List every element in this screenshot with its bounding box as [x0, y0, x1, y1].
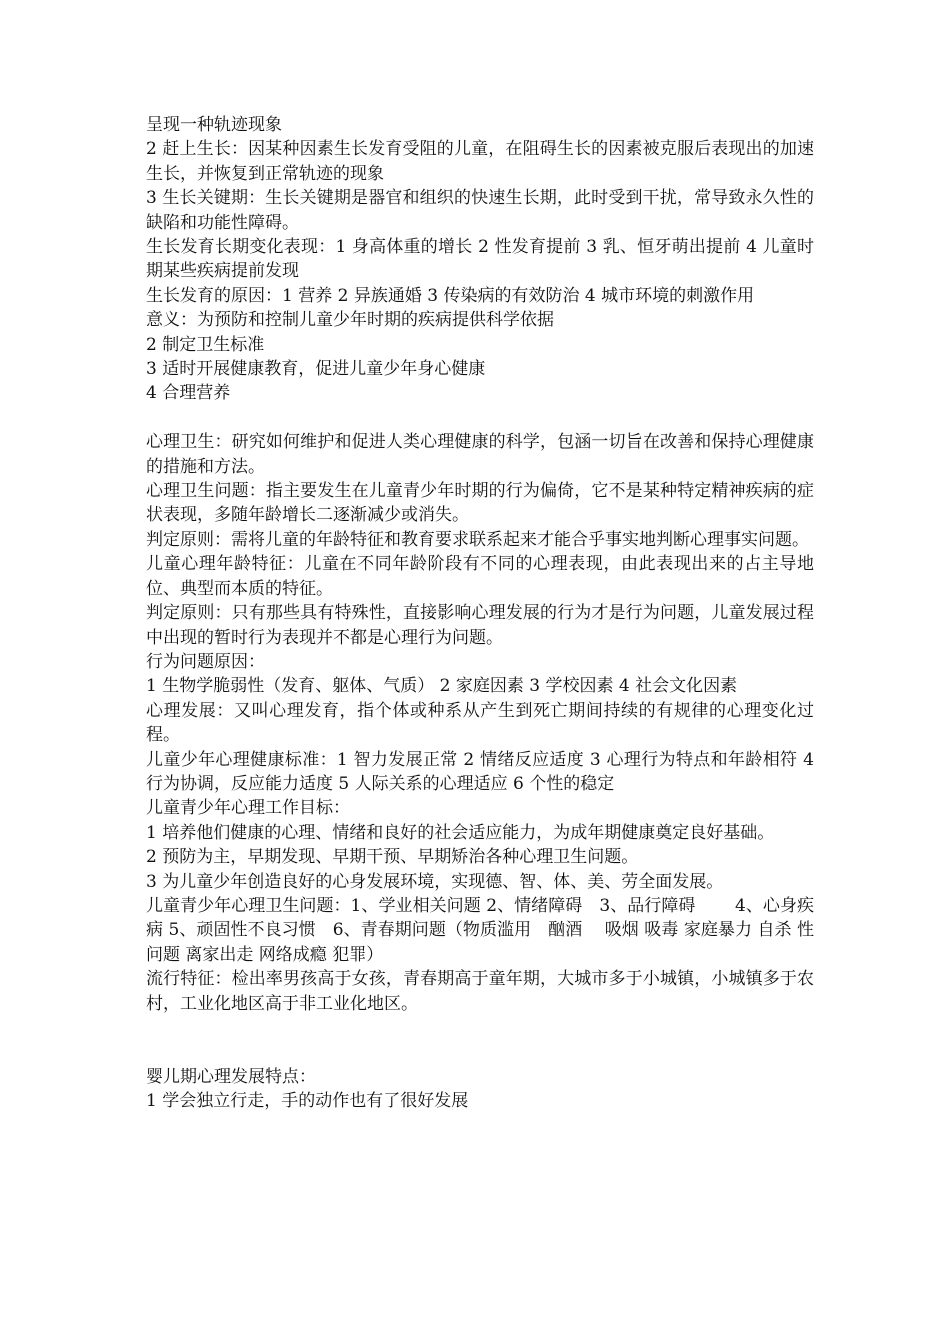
- paragraph: 2 赶上生长：因某种因素生长发育受阻的儿童，在阻碍生长的因素被克服后表现出的加速生长，并恢复到正常轨迹的现象: [146, 139, 814, 184]
- paragraph: 意义：为预防和控制儿童少年时期的疾病提供科学依据: [146, 310, 554, 331]
- paragraph: 判定原则：只有那些具有特殊性，直接影响心理发展的行为才是行为问题，儿童发展过程中出现的暂时行为表现并不都是心理行为问题。: [146, 603, 814, 648]
- paragraph: 心理卫生：研究如何维护和促进人类心理健康的科学，包涵一切旨在改善和保持心理健康的措施和方法。: [146, 432, 814, 477]
- blank-line: [146, 1016, 814, 1065]
- paragraph: 流行特征：检出率男孩高于女孩，青春期高于童年期，大城市多于小城镇，小城镇多于农村，工业化地区高于非工业化地区。: [146, 969, 814, 1014]
- paragraph: 1 学会独立行走，手的动作也有了很好发展: [146, 1091, 469, 1112]
- paragraph: 婴儿期心理发展特点：: [146, 1066, 316, 1087]
- paragraph: 儿童青少年心理工作目标：: [146, 798, 350, 819]
- blank-line: [146, 406, 814, 430]
- paragraph: 1 培养他们健康的心理、情绪和良好的社会适应能力，为成年期健康奠定良好基础。: [146, 822, 775, 843]
- paragraph: 2 预防为主，早期发现、早期干预、早期矫治各种心理卫生问题。: [146, 847, 639, 868]
- paragraph: 2 制定卫生标准: [146, 334, 265, 355]
- paragraph: 呈现一种轨迹现象: [146, 115, 282, 135]
- paragraph: 1 生物学脆弱性（发育、躯体、气质） 2 家庭因素 3 学校因素 4 社会文化因素: [146, 676, 738, 697]
- paragraph: 心理卫生问题：指主要发生在儿童青少年时期的行为偏倚，它不是某种特定精神疾病的症状表现，多随年龄增长二逐渐减少或消失。: [146, 481, 814, 526]
- paragraph: 生长发育长期变化表现：1 身高体重的增长 2 性发育提前 3 乳、恒牙萌出提前 4 儿童时期某些疾病提前发现: [146, 237, 814, 282]
- paragraph: 行为问题原因：: [146, 651, 265, 672]
- paragraph: 儿童少年心理健康标准：1 智力发展正常 2 情绪反应适度 3 心理行为特点和年龄相符 4 行为协调，反应能力适度 5 人际关系的心理适应 6 个性的稳定: [146, 749, 820, 794]
- paragraph: 生长发育的原因：1 营养 2 异族通婚 3 传染病的有效防治 4 城市环境的刺激作用: [146, 285, 755, 306]
- paragraph: 3 为儿童少年创造良好的心身发展环境，实现德、智、体、美、劳全面发展。: [146, 871, 724, 892]
- document-page: [146, 113, 820, 1114]
- paragraph: 4 合理营养: [146, 383, 231, 404]
- paragraph: 心理发展：又叫心理发育，指个体或种系从产生到死亡期间持续的有规律的心理变化过程。: [146, 700, 814, 746]
- paragraph: 儿童青少年心理卫生问题：1、学业相关问题 2、情绪障碍 3、品行障碍 4、心身疾病 5、顽固性不良习惯 6、青春期问题（物质滥用 酗酒 吸烟 吸毒 家庭暴力 自杀 性问题 离家出走 网络成瘾 犯罪）: [146, 895, 814, 965]
- paragraph: 3 适时开展健康教育，促进儿童少年身心健康: [146, 359, 486, 380]
- paragraph: 判定原则：需将儿童的年龄特征和教育要求联系起来才能合乎事实地判断心理事实问题。: [146, 529, 809, 550]
- paragraph: 儿童心理年龄特征：儿童在不同年龄阶段有不同的心理表现，由此表现出来的占主导地位、典型而本质的特征。: [146, 554, 814, 599]
- paragraph: 3 生长关键期：生长关键期是器官和组织的快速生长期，此时受到干扰，常导致永久性的缺陷和功能性障碍。: [146, 188, 814, 233]
